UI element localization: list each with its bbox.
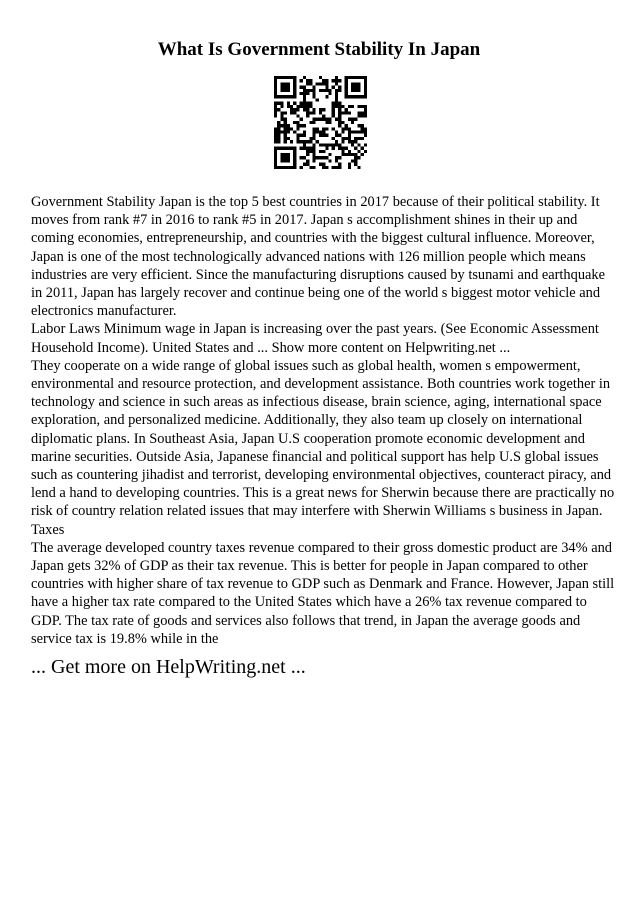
paragraph-intro: Government Stability Japan is the top 5 best countries in 2017 because of their political stability. It moves from rank #7 in 2016 to rank #5 in 2017. Japan s accomplishment shines in their up and coming economies, entrepreneurship, and countries with the biggest cultural influence. Moreover, Japan is one of the most technologically advanced nations with 126 million people which means industries are very efficient. Since the manufacturing disruptions caused by tsunami and earthquake in 2011, Japan has largely recover and continue being one of the world s biggest motor vehicle and electronics manufacturer. xyxy=(31,194,605,320)
article-body xyxy=(31,193,615,648)
get-more-link[interactable]: ... Get more on HelpWriting.net ... xyxy=(31,656,306,678)
paragraph-taxes: The average developed country taxes revenue compared to their gross domestic product are 34% and Japan gets 32% of GDP as their tax revenue. This is better for people in Japan compared to other countries with higher share of tax revenue to GDP such as Denmark and France. However, Japan still have a higher tax rate compared to the United States which have a 26% tax revenue compared to GDP. The tax rate of goods and services also follows that trend, in Japan the average goods and service tax is 19.8% while in the xyxy=(31,539,615,647)
page-title: What Is Government Stability In Japan xyxy=(157,39,481,60)
qr-code-icon xyxy=(274,76,367,169)
paragraph-labor-laws: Labor Laws Minimum wage in Japan is increasing over the past years. (See Economic Assessment Household Income). United States and ... Show more content on Helpwriting.net ... xyxy=(31,321,599,356)
section-heading-taxes: Taxes xyxy=(31,521,65,538)
paragraph-cooperation: They cooperate on a wide range of global issues such as global health, women s empowerment, environmental and resource protection, and development assistance. Both countries work together in technology and science in such areas as infectious disease, brain science, aging, international space exploration, and personalized medicine. Additionally, they also team up closely on international diplomatic plans. In Southeast Asia, Japan U.S cooperation promote economic development and marine securities. Outside Asia, Japanese financial and political support has help U.S global issues such as countering jihadist and terrorist, developing environmental objectives, counteract piracy, and lend a hand to developing countries. This is a great news for Sherwin because there are practically no risk of country relation related issues that may interfere with Sherwin Williams s business in Japan. xyxy=(31,357,615,520)
